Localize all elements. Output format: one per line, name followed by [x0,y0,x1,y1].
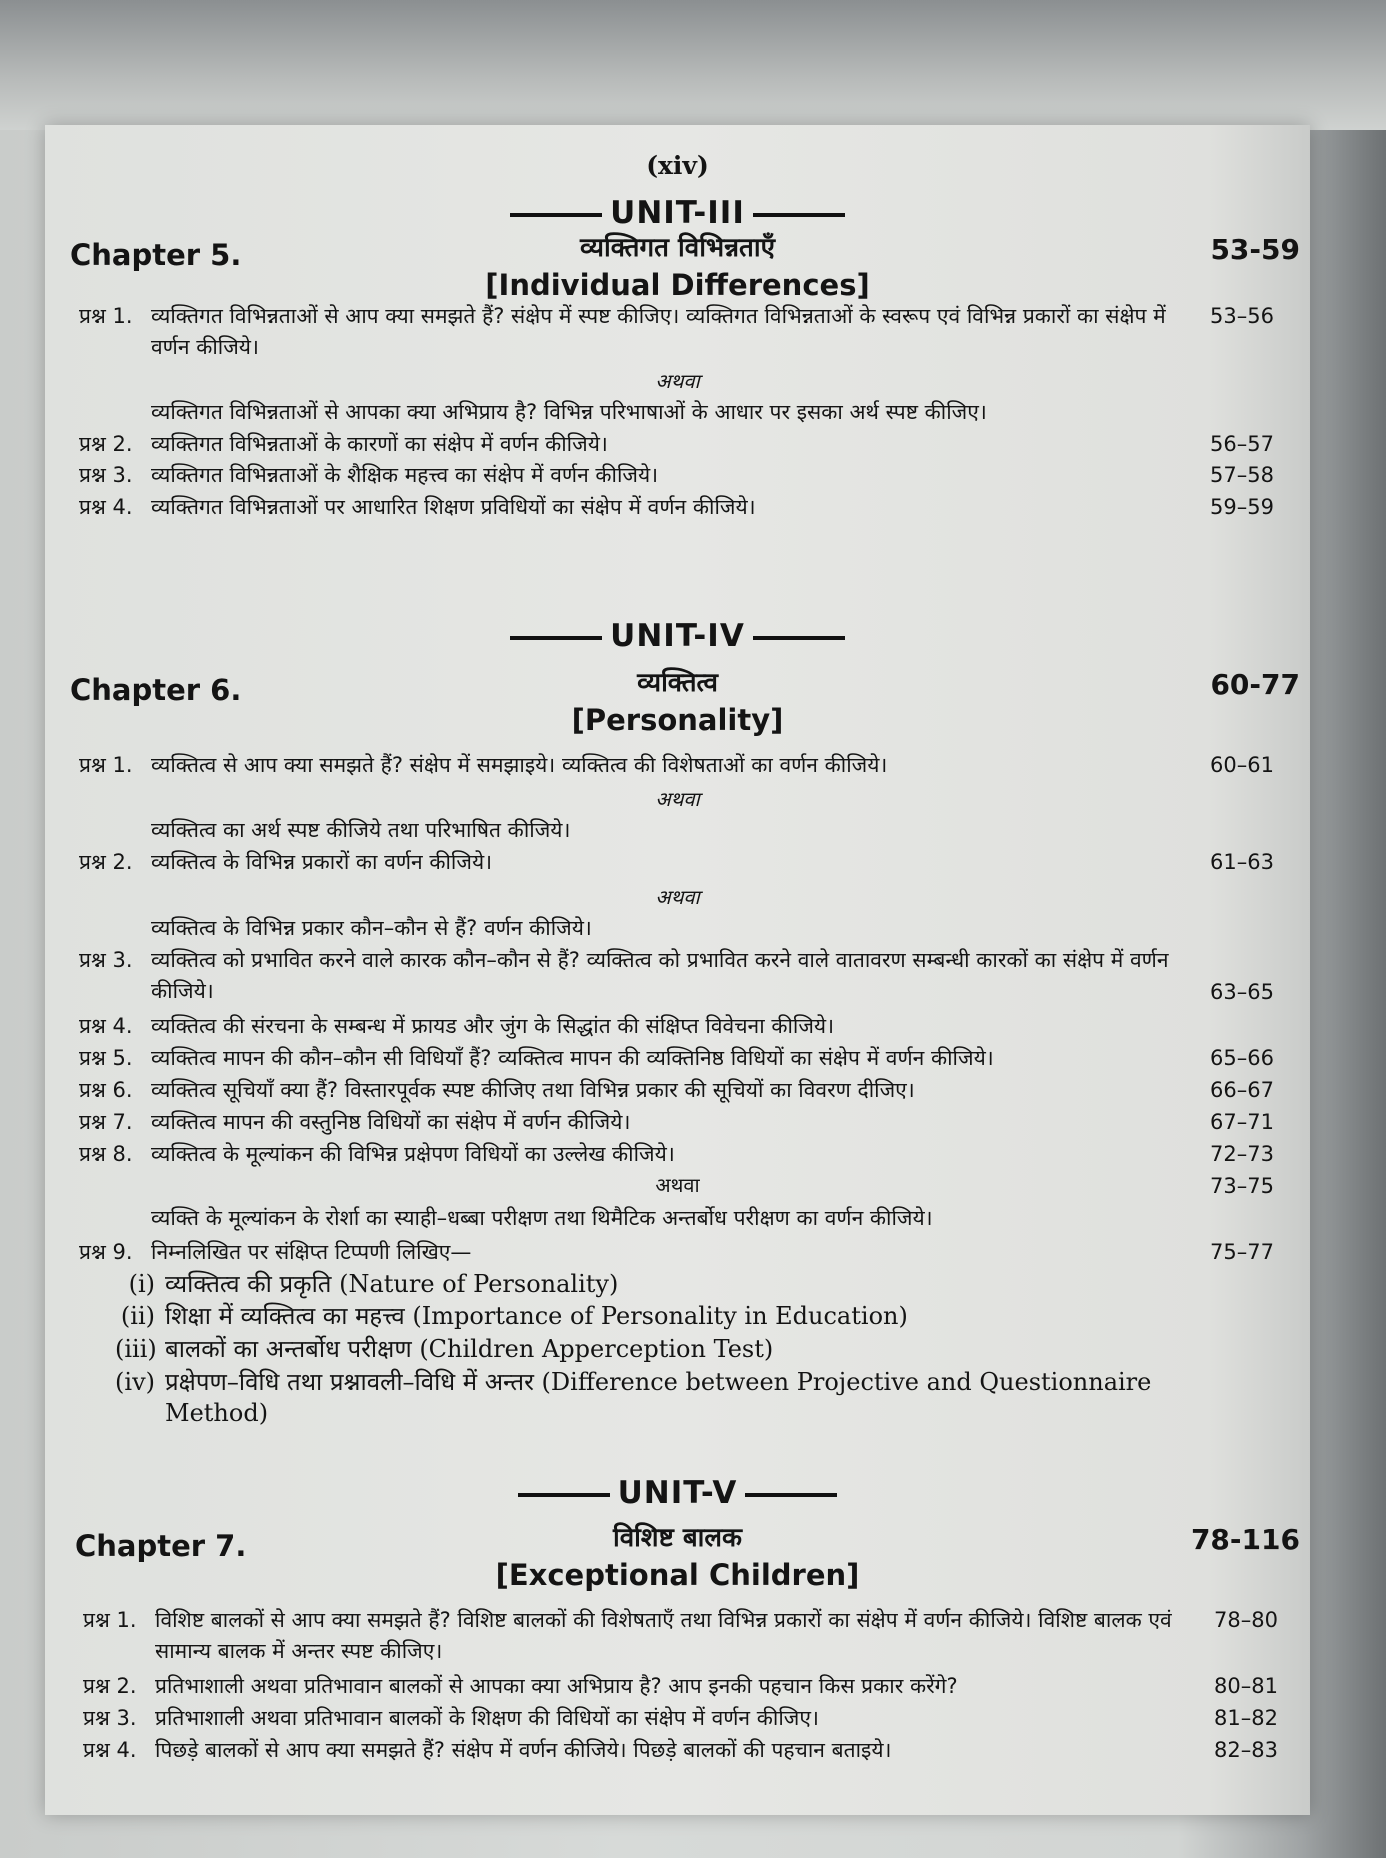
question-item [79,750,1274,781]
unit-label: UNIT-V [617,1475,738,1511]
question-item [79,913,1274,944]
question-text: व्यक्तिगत विभिन्नताओं से आप क्या समझते हैं? संक्षेप में स्पष्ट कीजिए। व्यक्तिगत विभिन्नताओं के स्वरूप एवं विभिन्न प्रकारों का संक्षेप में वर्णन कीजिये। [151,304,1166,359]
question-text: व्यक्तिगत विभिन्नताओं के शैक्षिक महत्त्व का संक्षेप में वर्णन कीजिये। [151,463,659,487]
sub-item-number: (ii) [120,1302,155,1330]
question-number: प्रश्न 5. [79,1046,133,1070]
rule-right [753,636,845,640]
question-text: व्यक्तित्व सूचियाँ क्या हैं? विस्तारपूर्वक स्पष्ट कीजिए तथा विभिन्न प्रकार की सूचियों का विवरण दीजिए। [151,1078,915,1102]
chapter-title [45,665,1310,739]
question-number: प्रश्न 1. [83,1608,137,1632]
question-number: प्रश्न 2. [79,432,133,456]
scan-top-shadow [0,0,1386,130]
question-number: प्रश्न 7. [79,1110,133,1134]
question-number: प्रश्न 2. [83,1674,137,1698]
rule-left [510,636,602,640]
question-number: प्रश्न 1. [79,304,133,328]
chapter-title-hindi: व्यक्तित्व [637,668,718,698]
question-pages: 53–56 [1210,304,1274,328]
question-pages: 63–65 [1210,980,1274,1004]
question-item [79,945,1274,1007]
chapter-title [45,1520,1310,1594]
question-number: प्रश्न 8. [79,1142,133,1166]
chapter-page-range: 60-77 [1210,668,1300,701]
question-text: व्यक्तिगत विभिन्नताओं से आपका क्या अभिप्राय है? विभिन्न परिभाषाओं के आधार पर इसका अर्थ स्पष्ट कीजिए। [151,400,987,424]
sub-item-text: प्रक्षेपण–विधि तथा प्रश्नावली–विधि में अन्तर (Difference between Projective and Questionnaire Method) [165,1368,1152,1427]
question-text: व्यक्तिगत विभिन्नताओं के कारणों का संक्षेप में वर्णन कीजिये। [151,432,608,456]
question-item [83,1735,1278,1766]
question-pages: 73–75 [1210,1174,1274,1198]
question-item [79,815,1274,846]
question-text: व्यक्तित्व का अर्थ स्पष्ट कीजिये तथा परिभाषित कीजिये। [151,818,571,842]
question-pages: 57–58 [1210,463,1274,487]
question-item [83,1671,1278,1702]
unit-label: UNIT-III [610,195,745,231]
athva-divider: अथवा [655,885,700,909]
question-text: व्यक्ति के मूल्यांकन के रोर्शा का स्याही–धब्बा परीक्षण तथा थिमैटिक अन्तर्बोध परीक्षण का वर्णन कीजिये। [151,1206,933,1230]
question-number: प्रश्न 4. [83,1738,137,1762]
question-item [79,429,1274,460]
question-text: निम्नलिखित पर संक्षिप्त टिप्पणी लिखिए— [151,1240,472,1264]
question-item [79,1043,1274,1074]
question-number: प्रश्न 3. [79,463,133,487]
sub-item [115,1334,1211,1365]
question-number: प्रश्न 3. [79,948,133,972]
sub-item-number: (iv) [115,1368,155,1396]
sub-item [115,1367,1171,1429]
question-pages: 56–57 [1210,432,1274,456]
question-item [79,847,1274,878]
question-number: प्रश्न 4. [79,495,133,519]
question-pages: 65–66 [1210,1046,1274,1070]
chapter-page-range: 53-59 [1210,233,1300,266]
athva-divider: अथवा [655,787,700,811]
question-text: व्यक्तित्व के विभिन्न प्रकार कौन–कौन से हैं? वर्णन कीजिये। [151,916,592,940]
question-pages: 61–63 [1210,850,1274,874]
question-item [79,1107,1274,1138]
unit-heading-iii [45,195,1310,231]
question-item [79,301,1274,363]
question-number: प्रश्न 1. [79,753,133,777]
question-number: प्रश्न 4. [79,1014,133,1038]
question-pages: 81–82 [1214,1706,1278,1730]
question-number: प्रश्न 6. [79,1078,133,1102]
question-text: व्यक्तित्व के विभिन्न प्रकारों का वर्णन कीजिये। [151,850,493,874]
question-item [79,397,1274,428]
question-item [79,1203,1274,1234]
question-text: पिछड़े बालकों से आप क्या समझते हैं? संक्षेप में वर्णन कीजिये। पिछड़े बालकों की पहचान बताइये। [155,1738,892,1762]
question-item [83,1605,1278,1667]
question-item [79,1011,1274,1042]
sub-item-number: (iii) [115,1335,157,1363]
sub-item [120,1301,1211,1332]
question-text: प्रतिभाशाली अथवा प्रतिभावान बालकों से आपका क्या अभिप्राय है? आप इनकी पहचान किस प्रकार करेंगे? [155,1674,958,1698]
athva-divider: अथवा [655,1173,700,1197]
athva-divider: अथवा [655,369,700,393]
question-text: व्यक्तित्व मापन की वस्तुनिष्ठ विधियों का संक्षेप में वर्णन कीजिये। [151,1110,631,1134]
sub-item [128,1269,1211,1300]
rule-right [745,1493,837,1497]
question-pages: 60–61 [1210,753,1274,777]
question-item [83,1703,1278,1734]
chapter-title-english: [Individual Differences] [485,268,870,302]
question-item [79,1075,1274,1106]
rule-right [753,213,845,217]
chapter-title-english: [Personality] [571,703,784,737]
question-pages: 75–77 [1210,1240,1274,1264]
question-text: प्रतिभाशाली अथवा प्रतिभावान बालकों के शिक्षण की विधियों का संक्षेप में वर्णन कीजिए। [155,1706,819,1730]
chapter-title-hindi: विशिष्ट बालक [612,1523,743,1553]
chapter-title [45,230,1310,304]
question-number: प्रश्न 2. [79,850,133,874]
question-number: प्रश्न 3. [83,1706,137,1730]
question-text: व्यक्तित्व को प्रभावित करने वाले कारक कौन–कौन से हैं? व्यक्तित्व को प्रभावित करने वाले वातावरण सम्बन्धी कारकों का संक्षेप में वर्णन कीजिये। [151,948,1169,1003]
question-text: व्यक्तित्व से आप क्या समझते हैं? संक्षेप में समझाइये। व्यक्तित्व की विशेषताओं का वर्णन कीजिये। [151,753,888,777]
question-item [79,1139,1274,1170]
chapter-title-english: [Exceptional Children] [495,1558,860,1592]
question-pages: 59–59 [1210,495,1274,519]
page-number: (xiv) [646,151,709,180]
question-item [79,492,1274,523]
question-text: व्यक्तित्व की संरचना के सम्बन्ध में फ्रायड और जुंग के सिद्धांत की संक्षिप्त विवेचना कीजिये। [151,1014,835,1038]
rule-left [518,1493,610,1497]
chapter-label: Chapter 7. [75,1529,247,1563]
chapter-label: Chapter 6. [70,673,242,707]
question-text: व्यक्तिगत विभिन्नताओं पर आधारित शिक्षण प्रविधियों का संक्षेप में वर्णन कीजिये। [151,495,756,519]
question-pages: 66–67 [1210,1078,1274,1102]
question-pages: 78–80 [1214,1608,1278,1632]
question-pages: 80–81 [1214,1674,1278,1698]
chapter-label: Chapter 5. [70,238,242,272]
unit-heading-iv [45,618,1310,654]
chapter-page-range: 78-116 [1190,1523,1300,1556]
question-number: प्रश्न 9. [79,1240,133,1264]
unit-heading-v [45,1475,1310,1511]
question-item [79,1237,1274,1268]
sub-item-text: शिक्षा में व्यक्तित्व का महत्त्व (Importance of Personality in Education) [165,1302,908,1330]
sub-item-number: (i) [128,1270,155,1298]
question-item [79,460,1274,491]
question-pages: 67–71 [1210,1110,1274,1134]
unit-label: UNIT-IV [610,618,745,654]
question-text: व्यक्तित्व मापन की कौन–कौन सी विधियाँ हैं? व्यक्तित्व मापन की व्यक्तिनिष्ठ विधियों का संक्षेप में वर्णन कीजिये। [151,1046,994,1070]
sub-item-text: बालकों का अन्तर्बोध परीक्षण (Children Apperception Test) [165,1335,774,1363]
book-page [45,125,1310,1815]
sub-item-text: व्यक्तित्व की प्रकृति (Nature of Personality) [165,1270,619,1298]
question-pages: 82–83 [1214,1738,1278,1762]
chapter-title-hindi: व्यक्तिगत विभिन्नताएँ [580,233,775,263]
question-text: व्यक्तित्व के मूल्यांकन की विभिन्न प्रक्षेपण विधियों का उल्लेख कीजिये। [151,1142,675,1166]
question-pages: 72–73 [1210,1142,1274,1166]
rule-left [510,213,602,217]
question-text: विशिष्ट बालकों से आप क्या समझते हैं? विशिष्ट बालकों की विशेषताएँ तथा विभिन्न प्रकारों का संक्षेप में वर्णन कीजिये। विशिष्ट बालक एवं सामान्य बालक में अन्तर स्पष्ट कीजिए। [155,1608,1172,1663]
